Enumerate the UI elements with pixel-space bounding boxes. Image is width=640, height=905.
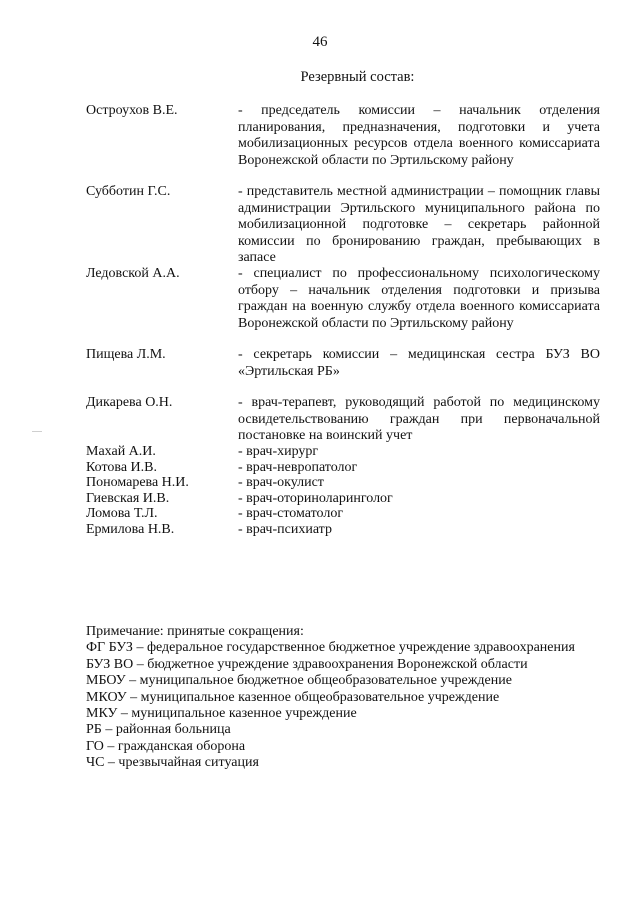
doctor-name: Гиевская И.В. [86,490,170,506]
doctor-name: Ермилова Н.В. [86,521,175,537]
member-name: Остроухов В.Е. [86,103,178,118]
doctor-name: Пономарева Н.И. [86,475,189,490]
note-item: ЧС – чрезвычайная ситуация [86,755,259,771]
doctor-role: - врач-оториноларинголог [238,490,393,506]
doctor-name: Ломова Т.Л. [86,506,158,521]
list-item [86,522,606,538]
member-name: Ледовской А.А. [86,266,180,281]
list-item [86,460,606,476]
abbreviations-note [86,624,606,772]
doctor-list [86,444,606,537]
list-item [86,475,606,491]
page-number: 46 [312,34,328,50]
section-title: Резервный состав: [300,69,415,85]
doctor-role: - врач-окулист [238,475,324,490]
member-name: Дикарева О.Н. [86,395,173,410]
doctor-role: - врач-психиатр [238,521,332,537]
member-role: - секретарь комиссии – медицинская сестра БУЗ ВО «Эртильская РБ» [238,347,600,379]
doctor-role: - врач-стоматолог [238,506,344,521]
member-role: - представитель местной администрации – помощник главы администрации Эртильского муниципального района по мобилизационной подготовке – секретарь районной комиссии по бронированию граждан, пребывающих в запасе [238,184,600,265]
note-item: МБОУ – муниципальное бюджетное общеобразовательное учреждение [86,673,512,689]
member-role: - специалист по профессиональному психологическому отбору – начальник отделения подготовки и призыва граждан на военную службу отдела военного комиссариата Воронежской области по Эртильскому району [238,266,600,331]
list-item [86,491,606,507]
doctor-name: Котова И.В. [86,459,157,475]
note-item: ГО – гражданская оборона [86,738,246,754]
doctor-role: - врач-хирург [238,444,319,459]
note-item: МКУ – муниципальное казенное учреждение [86,706,357,722]
member-name: Субботин Г.С. [86,184,171,199]
list-item [86,444,606,460]
note-item: МКОУ – муниципальное казенное общеобразовательное учреждение [86,689,500,705]
margin-mark [32,431,42,432]
doctor-role: - врач-невропатолог [238,459,358,475]
member-name: Пищева Л.М. [86,347,166,362]
note-title: Примечание: принятые сокращения: [86,624,304,639]
doctor-name: Махай А.И. [86,444,156,459]
note-item: БУЗ ВО – бюджетное учреждение здравоохранения Воронежской области [86,656,528,672]
note-item: ФГ БУЗ – федеральное государственное бюджетное учреждение здравоохранения [86,640,575,656]
note-item: РБ – районная больница [86,722,231,738]
member-role: - врач-терапевт, руководящий работой по медицинскому освидетельствованию граждан при первоначальной постановке на воинский учет [238,395,600,443]
list-item [86,506,606,522]
member-role: - председатель комиссии – начальник отделения планирования, предназначения, подготовки и учета мобилизационных ресурсов отдела военного комиссариата Воронежской области по Эртильскому району [238,103,600,168]
